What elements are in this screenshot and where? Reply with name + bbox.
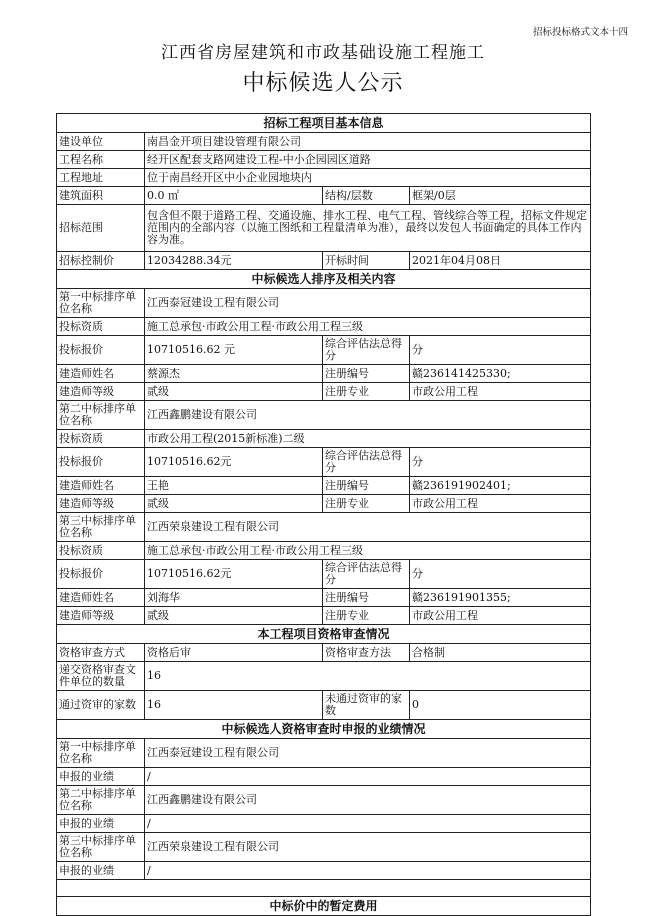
area-value: 0.0 ㎡	[145, 187, 323, 205]
section-heading-performance: 中标候选人资格审查时申报的业绩情况	[57, 720, 591, 739]
field-label: 资格审查方法	[323, 644, 410, 662]
field-label: 申报的业绩	[57, 815, 145, 833]
submitted-count-value: 16	[145, 662, 591, 691]
field-label: 招标范围	[57, 205, 145, 252]
candidate-reg-number: 赣236191902401;	[410, 477, 591, 495]
candidate-rank-label: 第三中标排序单位名称	[57, 833, 145, 862]
candidate-name: 江西鑫鹏建设有限公司	[145, 786, 591, 815]
field-label: 建造师姓名	[57, 589, 145, 607]
candidate-rank-label: 第三中标排序单位名称	[57, 513, 145, 542]
candidate-pm-name: 王艳	[145, 477, 323, 495]
candidate-rank-label: 第二中标排序单位名称	[57, 401, 145, 430]
announcement-table	[56, 113, 591, 916]
field-label: 资格审查方式	[57, 644, 145, 662]
field-label: 注册编号	[323, 477, 410, 495]
field-label: 投标报价	[57, 560, 145, 589]
candidate-score: 分	[410, 560, 591, 589]
candidate-rank-label: 第一中标排序单位名称	[57, 739, 145, 768]
candidate-score: 分	[410, 336, 591, 365]
candidate-pm-grade: 贰级	[145, 383, 323, 401]
field-label: 未通过资审的家数	[323, 691, 410, 720]
section-heading-candidates: 中标候选人排序及相关内容	[57, 270, 591, 289]
field-label: 投标资质	[57, 542, 145, 560]
section-heading-provisional-costs: 中标价中的暂定费用	[57, 897, 591, 916]
field-label: 建造师等级	[57, 607, 145, 625]
field-label: 投标报价	[57, 448, 145, 477]
candidate-reg-number: 赣236141425330;	[410, 365, 591, 383]
field-label: 投标报价	[57, 336, 145, 365]
candidate-name: 江西鑫鹏建设有限公司	[145, 401, 591, 430]
candidate-bid: 10710516.62元	[145, 448, 323, 477]
performance-value: /	[145, 768, 591, 786]
section-heading-basic-info: 招标工程项目基本信息	[57, 114, 591, 133]
structure-value: 框架/0层	[410, 187, 591, 205]
candidate-score: 分	[410, 448, 591, 477]
spacer-row	[57, 880, 591, 897]
control-price-value: 12034288.34元	[145, 252, 323, 270]
field-label: 注册专业	[323, 607, 410, 625]
field-label: 注册编号	[323, 589, 410, 607]
open-time-value: 2021年04月08日	[410, 252, 591, 270]
field-label: 申报的业绩	[57, 768, 145, 786]
field-label: 申报的业绩	[57, 862, 145, 880]
candidate-pm-grade: 贰级	[145, 495, 323, 513]
candidate-rank-label: 第二中标排序单位名称	[57, 786, 145, 815]
field-label: 工程地址	[57, 169, 145, 187]
candidate-qualification: 施工总承包·市政公用工程·市政公用工程三级	[145, 318, 591, 336]
candidate-bid: 10710516.62元	[145, 560, 323, 589]
document-title: 江西省房屋建筑和市政基础设施工程施工	[161, 43, 485, 63]
candidate-specialty: 市政公用工程	[410, 607, 591, 625]
candidate-pm-grade: 贰级	[145, 607, 323, 625]
section-heading-qualification-review: 本工程项目资格审查情况	[57, 625, 591, 644]
field-label: 建筑面积	[57, 187, 145, 205]
field-label: 注册专业	[323, 383, 410, 401]
candidate-qualification: 施工总承包·市政公用工程·市政公用工程三级	[145, 542, 591, 560]
failed-count-value: 0	[410, 691, 591, 720]
form-code-label: 招标投标格式文本十四	[532, 27, 628, 38]
candidate-reg-number: 赣236191901355;	[410, 589, 591, 607]
field-label: 招标控制价	[57, 252, 145, 270]
candidate-bid: 10710516.62 元	[145, 336, 323, 365]
builder-value: 南昌金开项目建设管理有限公司	[145, 133, 591, 151]
field-label: 建造师等级	[57, 383, 145, 401]
field-label: 注册编号	[323, 365, 410, 383]
field-label: 工程名称	[57, 151, 145, 169]
field-label: 建造师姓名	[57, 477, 145, 495]
field-label: 综合评估法总得分	[323, 336, 410, 365]
candidate-pm-name: 刘海华	[145, 589, 323, 607]
field-label: 建造师姓名	[57, 365, 145, 383]
document-subtitle: 中标候选人公示	[242, 71, 404, 96]
field-label: 建设单位	[57, 133, 145, 151]
candidate-specialty: 市政公用工程	[410, 495, 591, 513]
field-label: 注册专业	[323, 495, 410, 513]
candidate-specialty: 市政公用工程	[410, 383, 591, 401]
field-label: 通过资审的家数	[57, 691, 145, 720]
field-label: 开标时间	[323, 252, 410, 270]
field-label: 综合评估法总得分	[323, 560, 410, 589]
review-method-value: 合格制	[410, 644, 591, 662]
performance-value: /	[145, 815, 591, 833]
field-label: 结构/层数	[323, 187, 410, 205]
field-label: 投标资质	[57, 318, 145, 336]
candidate-qualification: 市政公用工程(2015新标准)二级	[145, 430, 591, 448]
address-value: 位于南昌经开区中小企业园地块内	[145, 169, 591, 187]
candidate-pm-name: 蔡源杰	[145, 365, 323, 383]
project-name-value: 经开区配套支路网建设工程-中小企园园区道路	[145, 151, 591, 169]
field-label: 建造师等级	[57, 495, 145, 513]
candidate-name: 江西荣泉建设工程有限公司	[145, 513, 591, 542]
field-label: 递交资格审查文件单位的数量	[57, 662, 145, 691]
scope-value: 包含但不限于道路工程、交通设施、排水工程、电气工程、管线综合等工程，招标文件规定范围内的全部内容（以施工图纸和工程量清单为准），最终以发包人书面确定的具体工作内容为准。	[145, 205, 591, 252]
performance-value: /	[145, 862, 591, 880]
candidate-rank-label: 第一中标排序单位名称	[57, 289, 145, 318]
field-label: 综合评估法总得分	[323, 448, 410, 477]
candidate-name: 江西泰冠建设工程有限公司	[145, 289, 591, 318]
review-mode-value: 资格后审	[145, 644, 323, 662]
candidate-name: 江西泰冠建设工程有限公司	[145, 739, 591, 768]
candidate-name: 江西荣泉建设工程有限公司	[145, 833, 591, 862]
passed-count-value: 16	[145, 691, 323, 720]
field-label: 投标资质	[57, 430, 145, 448]
